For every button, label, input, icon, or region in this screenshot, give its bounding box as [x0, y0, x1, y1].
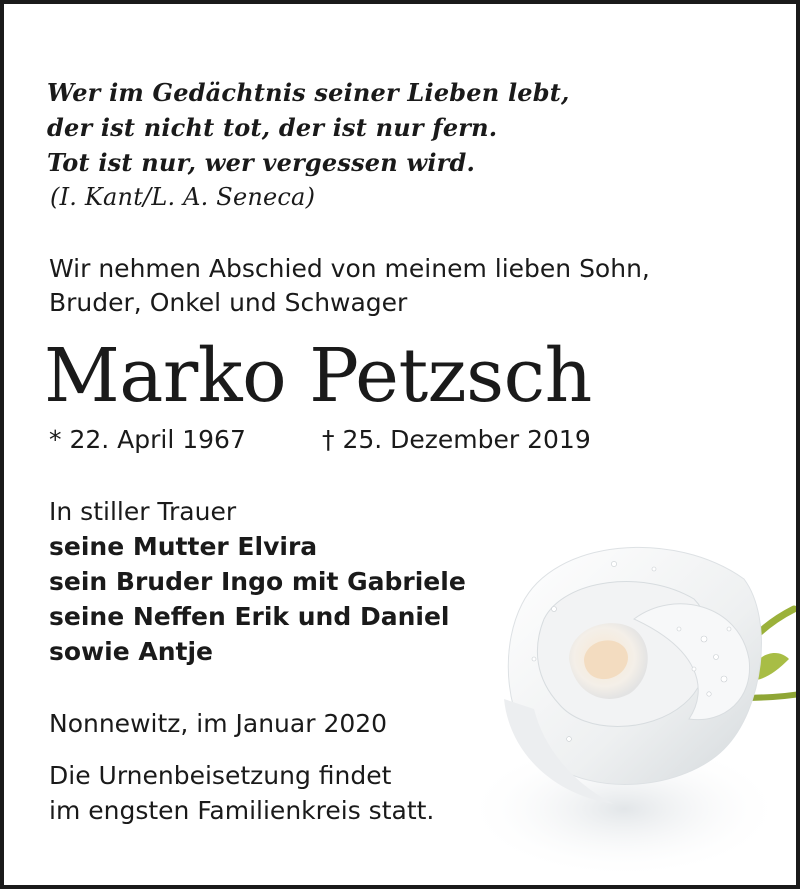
intro-line: Wir nehmen Abschied von meinem lieben Sohn,: [49, 254, 650, 283]
poem-source: (I. Kant/L. A. Seneca): [50, 183, 316, 211]
notice-line: Die Urnenbeisetzung findet: [49, 761, 392, 790]
white-rose-image: [474, 509, 800, 889]
mourners-heading: In stiller Trauer: [49, 497, 237, 526]
deceased-name: Marko Petzsch: [44, 333, 592, 419]
poem-line: Tot ist nur, wer vergessen wird.: [47, 148, 476, 177]
poem-line: der ist nicht tot, der ist nur fern.: [47, 113, 498, 142]
memorial-poem: [47, 75, 570, 215]
mourner-name: seine Mutter Elvira: [49, 532, 318, 561]
life-dates: [49, 422, 591, 458]
notice-line: im engsten Familienkreis statt.: [49, 796, 435, 825]
birth-date: * 22. April 1967: [49, 425, 246, 454]
place-date: Nonnewitz, im Januar 2020: [49, 709, 388, 738]
intro-line: Bruder, Onkel und Schwager: [49, 288, 408, 317]
mourner-name: sowie Antje: [49, 637, 214, 666]
mourner-name: sein Bruder Ingo mit Gabriele: [49, 567, 466, 596]
poem-line: Wer im Gedächtnis seiner Lieben lebt,: [47, 78, 570, 107]
mourner-name: seine Neffen Erik und Daniel: [49, 602, 450, 631]
death-date: † 25. Dezember 2019: [322, 425, 591, 454]
farewell-intro: [49, 252, 650, 320]
burial-notice: [49, 758, 434, 828]
mourners-list: [49, 494, 466, 669]
